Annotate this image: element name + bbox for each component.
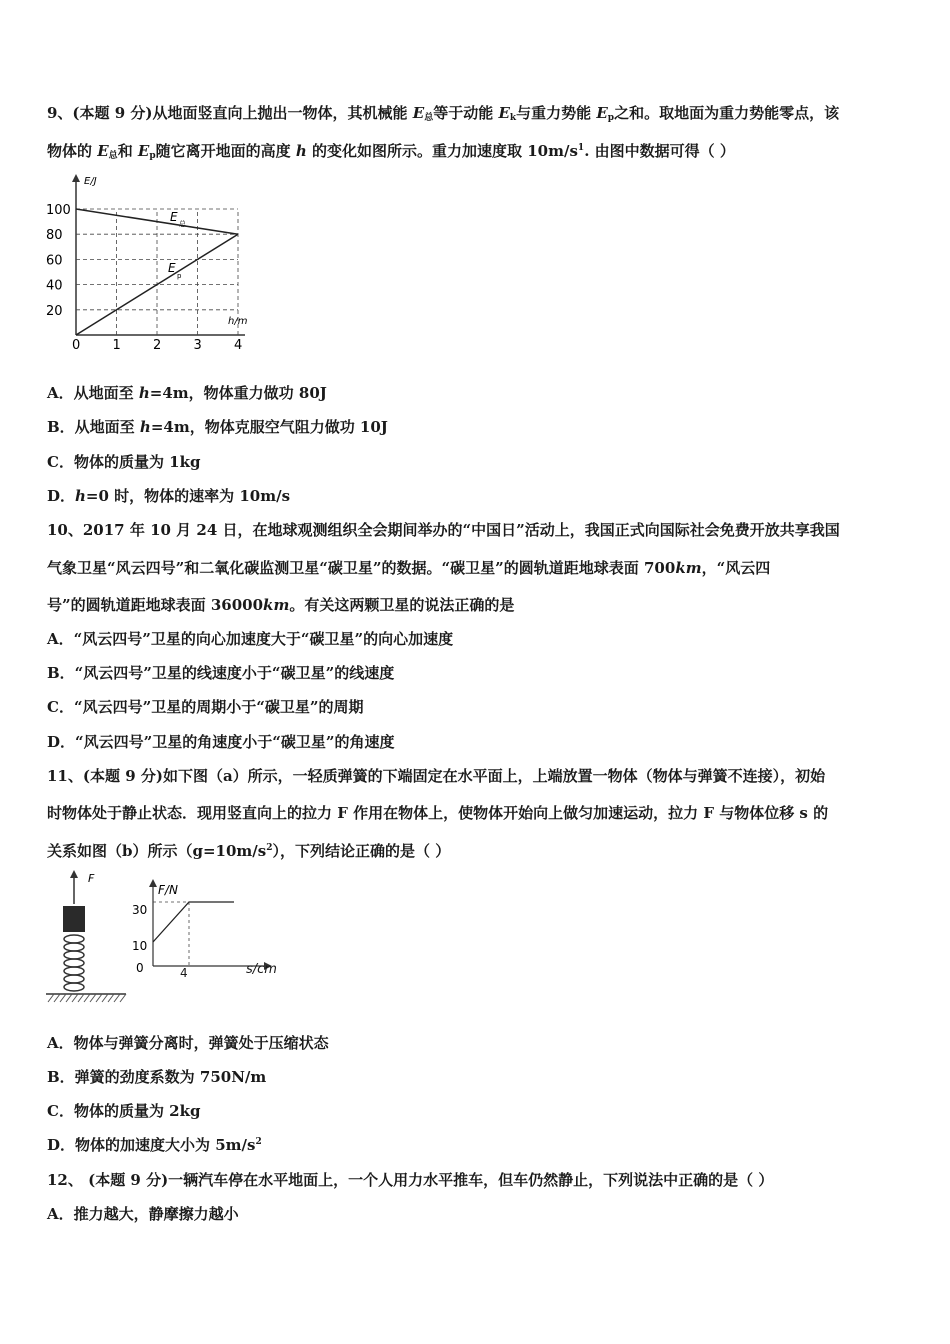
series-label-total-sub: 总 (179, 220, 186, 228)
q11-option-a: A．物体与弹簧分离时，弹簧处于压缩状态 (47, 1034, 329, 1052)
force-arrow-head (70, 870, 78, 878)
q9-option-d: D．h=0 时，物体的速率为 10m/s (47, 487, 291, 505)
series-label-total: E (170, 210, 178, 224)
q11-line-2: 时物体处于静止状态．现用竖直向上的拉力 F 作用在物体上，使物体开始向上做匀加速运动，拉力 F 与物体位移 s 的 (47, 804, 829, 822)
x-tick-label: 1 (112, 338, 121, 350)
x-tick-label: 4 (234, 338, 243, 350)
gridlines (76, 209, 238, 335)
x-tick-4: 4 (180, 966, 188, 980)
q10-line-2: 气象卫星“风云四号”和二氧化碳监测卫星“碳卫星”的数据。“碳卫星”的圆轨道距地球表面 700km，“风云四 (47, 559, 771, 577)
x-axis-label: h/m (228, 316, 248, 327)
y-axis-label: E/J (84, 176, 97, 187)
q9-line-1: 9、(本题 9 分)从地面竖直向上抛出一物体，其机械能 $E_总$等于动能 $E_k$与重力势能 $E_p$之和。取地面为重力势能零点，该 (47, 104, 840, 123)
x-tick-label: 3 (193, 338, 202, 350)
q11-option-d: D．物体的加速度大小为 $5m/s^2$ (47, 1136, 262, 1154)
q9-option-c: C．物体的质量为 1kg (47, 453, 201, 471)
y-tick-30: 30 (132, 903, 148, 917)
y-tick-label: 40 (46, 278, 63, 294)
series-lines (153, 902, 234, 966)
force-label: F (88, 872, 95, 885)
y-tick-label: 80 (46, 228, 63, 244)
series-label-p-sub: p (177, 272, 182, 280)
q11-option-c: C．物体的质量为 2kg (47, 1102, 201, 1120)
q11-line-3: 关系如图（b）所示$(g=10m/s^2)$，下列结论正确的是（ ） (47, 842, 451, 860)
q10-option-d: D．“风云四号”卫星的角速度小于“碳卫星”的角速度 (47, 733, 395, 751)
q10-option-a: A．“风云四号”卫星的向心加速度大于“碳卫星”的向心加速度 (47, 630, 454, 648)
q10-line-3: 号”的圆轨道距地球表面 36000km。有关这两颗卫星的说法正确的是 (47, 596, 515, 614)
y-axis-arrow (149, 879, 157, 887)
y-tick-labels (46, 203, 71, 319)
x-tick-labels (72, 338, 242, 350)
q10-line-1: 10、2017 年 10 月 24 日，在地球观测组织全会期间举办的“中国日”活动上，我国正式向国际社会免费开放共享我国 (47, 521, 840, 539)
x-tick-label: 0 (72, 338, 81, 350)
y-axis-arrow (72, 174, 80, 182)
q9-option-a: A．从地面至 h=4m，物体重力做功 80J (47, 384, 327, 402)
q12-option-a: A．推力越大，静摩擦力越小 (47, 1205, 239, 1223)
y-tick-label: 100 (46, 203, 71, 218)
y-tick-0: 0 (136, 961, 144, 972)
energy-height-graph (40, 172, 260, 350)
series-label-p: E (168, 261, 176, 275)
y-tick-label: 20 (46, 303, 63, 319)
ground-hatch (48, 994, 126, 1002)
y-tick-label: 60 (46, 253, 63, 269)
y-tick-10: 10 (132, 939, 148, 953)
q10-option-b: B．“风云四号”卫星的线速度小于“碳卫星”的线速度 (47, 664, 395, 682)
force-displacement-graph (128, 876, 288, 972)
q10-option-c: C．“风云四号”卫星的周期小于“碳卫星”的周期 (47, 698, 364, 716)
spring-coil (64, 935, 84, 991)
series-line-F (153, 902, 234, 942)
block (63, 906, 85, 932)
x-tick-label: 2 (153, 338, 162, 350)
q9-option-b: B．从地面至 h=4m，物体克服空气阻力做功 10J (47, 418, 388, 436)
q11-line-1: 11、(本题 9 分)如下图（a）所示，一轻质弹簧的下端固定在水平面上，上端放置一物体（物体与弹簧不连接），初始 (47, 767, 826, 785)
spring-block-figure (44, 868, 130, 1006)
y-axis-label: F/N (158, 883, 178, 897)
q12-line-1: 12、 (本题 9 分)一辆汽车停在水平地面上，一个人用力水平推车，但车仍然静止，下列说法中正确的是（ ） (47, 1171, 774, 1189)
q9-line-2: 物体的 $E_总$和 $E_p$随它离开地面的高度 h 的变化如图所示。重力加速度取 $10m/s^1$. 由图中数据可得（ ） (47, 142, 735, 161)
x-axis-label: s/cm (246, 962, 277, 977)
q11-option-b: B．弹簧的劲度系数为 750N/m (47, 1068, 267, 1086)
